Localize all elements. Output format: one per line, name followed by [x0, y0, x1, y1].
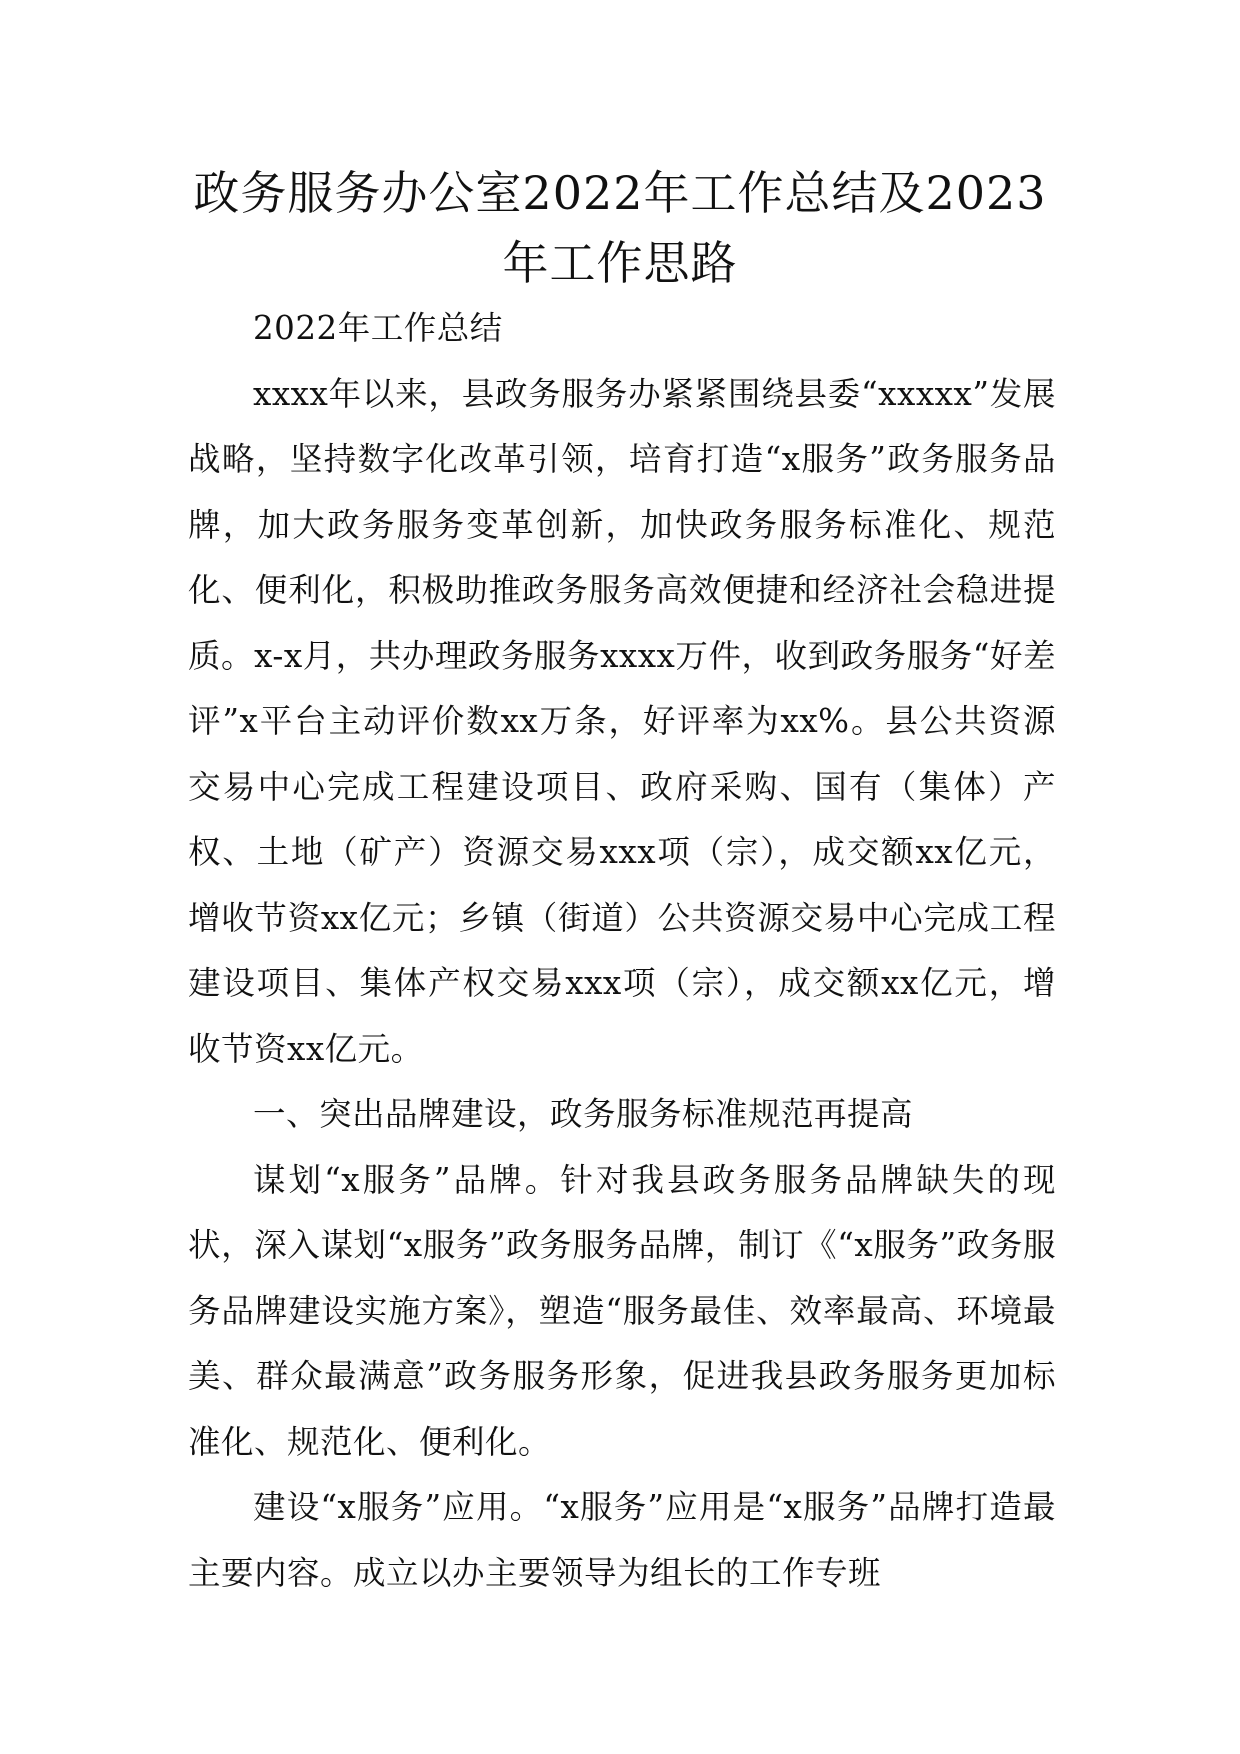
section-heading-brand: 一、突出品牌建设，政务服务标准规范再提高: [253, 1095, 914, 1133]
section-heading-summary: 2022年工作总结: [253, 309, 503, 347]
body-paragraph-overview: xxxx年以来，县政务服务办紧紧围绕县委“xxxxx”发展战略，坚持数字化改革引领，培育打造“x服务”政务服务品牌，加大政务服务变革创新，加快政务服务标准化、规范化、便利化，积极助推政务服务高效便捷和经济社会稳进提质。x-x月，共办理政务服务xxxx万件，收到政务服务“好差评”x平台主动评价数xx万条，好评率为xx%。县公共资源交易中心完成工程建设项目、政府采购、国有（集体）产权、土地（矿产）资源交易xxx项（宗），成交额xx亿元，增收节资xx亿元；乡镇（街道）公共资源交易中心完成工程建设项目、集体产权交易xxx项（宗），成交额xx亿元，增收节资xx亿元。: [188, 374, 1056, 1068]
body-paragraph-brand-app: 建设“x服务”应用。“x服务”应用是“x服务”品牌打造最主要内容。成立以办主要领导为组长的工作专班: [188, 1488, 1056, 1592]
body-paragraph-brand-plan: 谋划“x服务”品牌。针对我县政务服务品牌缺失的现状，深入谋划“x服务”政务服务品牌，制订《“x服务”政务服务品牌建设实施方案》，塑造“服务最佳、效率最高、环境最美、群众最满意”政务服务形象，促进我县政务服务更加标准化、规范化、便利化。: [188, 1160, 1056, 1461]
document-body: [188, 296, 1056, 1606]
document-title: 政务服务办公室2022年工作总结及2023年工作思路: [193, 166, 1047, 290]
